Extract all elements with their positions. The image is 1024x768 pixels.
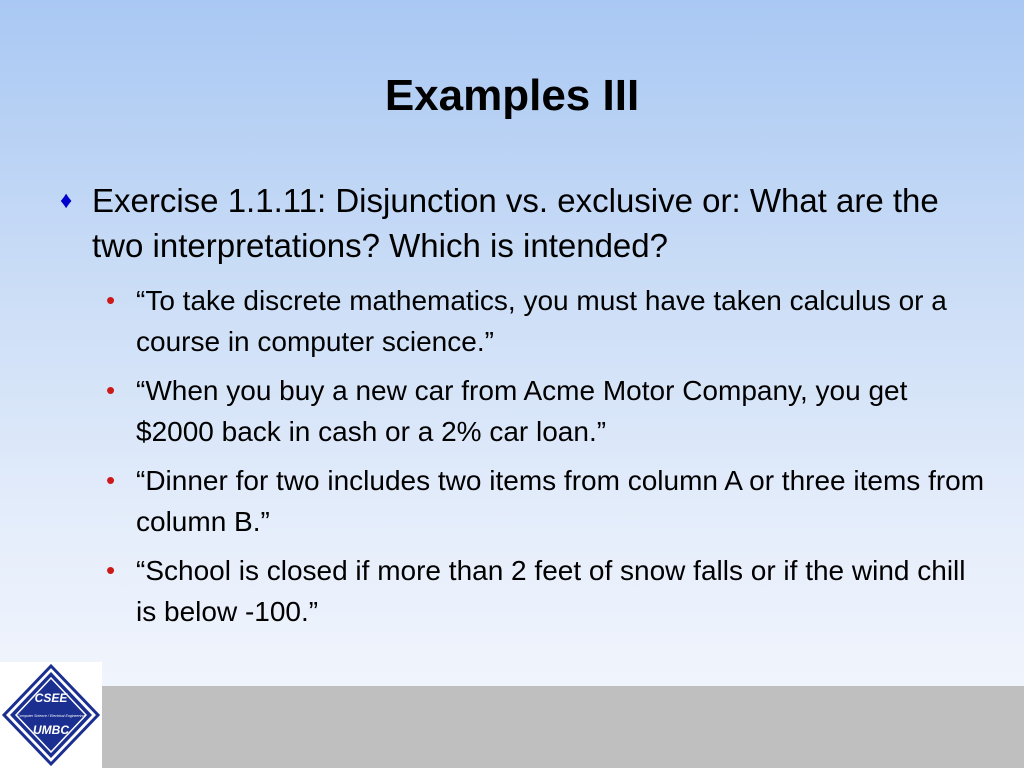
csee-logo-icon: [0, 662, 102, 768]
sub-bullet: [106, 460, 986, 542]
logo-top-text: CSEE: [34, 691, 68, 705]
dot-bullet-icon: •: [106, 465, 116, 495]
footer-band: [102, 686, 1024, 768]
sub-bullet-text: “To take discrete mathematics, you must have taken calculus or a course in computer science.”: [136, 285, 947, 357]
sub-bullet-text: “When you buy a new car from Acme Motor Company, you get $2000 back in cash or a 2% car loan.”: [136, 375, 908, 447]
csee-umbc-logo: [0, 662, 102, 768]
sub-bullet-list: [106, 280, 986, 640]
main-bullet-text: Exercise 1.1.11: Disjunction vs. exclusive or: What are the two interpretations? Which is intended?: [92, 182, 939, 264]
dot-bullet-icon: •: [106, 285, 116, 315]
sub-bullet: [106, 370, 986, 452]
logo-bottom-text: UMBC: [33, 723, 69, 737]
slide-title: Examples III: [384, 71, 640, 120]
dot-bullet-icon: •: [106, 375, 116, 405]
logo-middle-text: Computer Science / Electrical Engineering: [17, 714, 85, 718]
dot-bullet-icon: •: [106, 555, 116, 585]
main-bullet: [60, 178, 990, 268]
sub-bullet: [106, 280, 986, 362]
sub-bullet-text: “Dinner for two includes two items from column A or three items from column B.”: [136, 465, 985, 537]
sub-bullet: [106, 550, 986, 632]
diamond-bullet-icon: ♦: [60, 187, 73, 214]
sub-bullet-text: “School is closed if more than 2 feet of snow falls or if the wind chill is below -100.”: [136, 555, 966, 627]
